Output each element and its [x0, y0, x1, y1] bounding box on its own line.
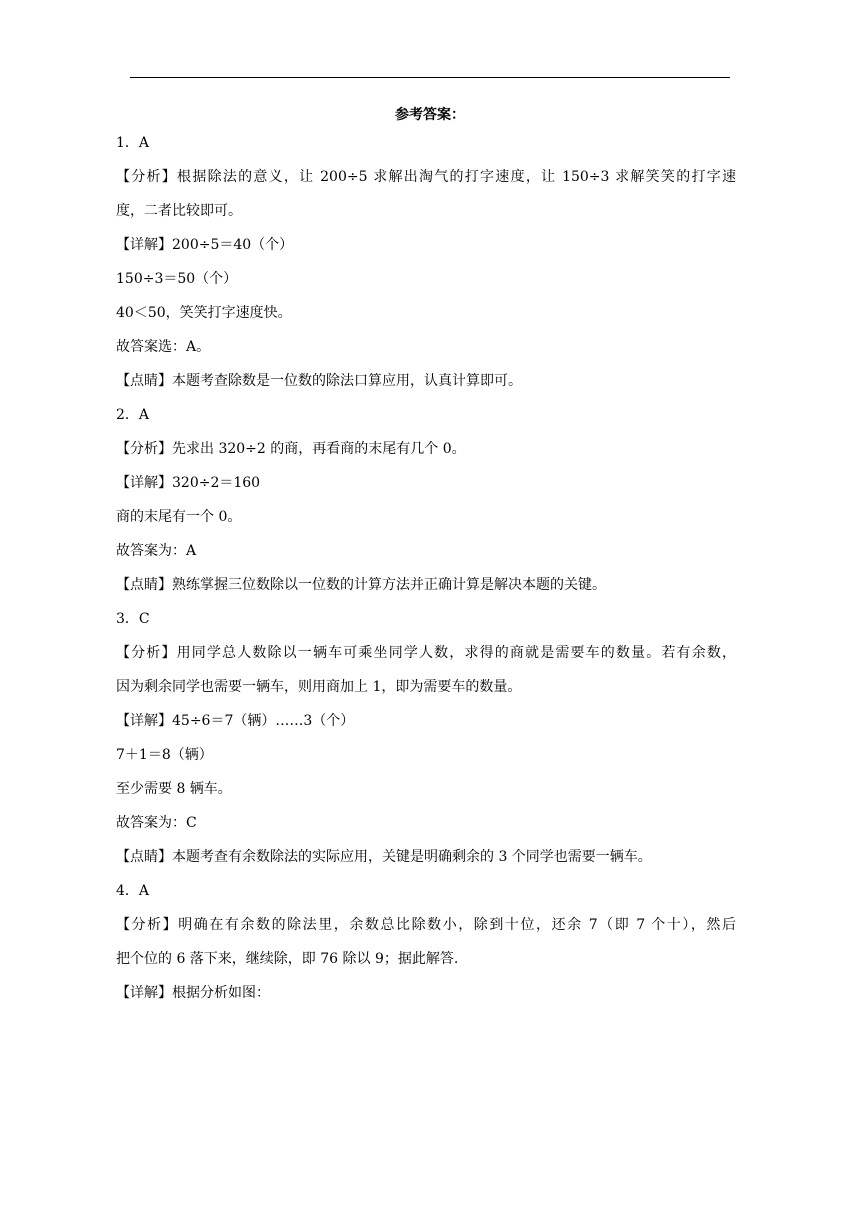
answer-2-detail: 【详解】320÷2＝160 [116, 475, 261, 491]
answer-1-comment: 【点睛】本题考查除数是一位数的除法口算应用，认真计算即可。 [116, 373, 522, 389]
answer-3-conclusion: 故答案为：C [116, 815, 197, 831]
answer-1-detail-step3: 40＜50，笑笑打字速度快。 [116, 305, 292, 321]
answer-1-analysis-cont: 度，二者比较即可。 [116, 203, 242, 219]
answer-3-detail-step2: 7＋1＝8（辆） [116, 747, 213, 763]
answer-2-detail-step2: 商的末尾有一个 0。 [116, 509, 242, 525]
answer-2-heading: 2．A [116, 407, 150, 423]
answer-2-conclusion: 故答案为：A [116, 543, 197, 559]
answer-1-detail: 【详解】200÷5＝40（个） [116, 237, 294, 253]
answer-4-analysis: 【分析】明确在有余数的除法里，余数总比除数小，除到十位，还余 7（即 7 个十），然后 [116, 917, 736, 933]
answer-3-analysis-cont: 因为剩余同学也需要一辆车，则用商加上 1，即为需要车的数量。 [116, 679, 522, 695]
page-title: 参考答案： [395, 107, 465, 123]
answer-4-heading: 4．A [116, 883, 150, 899]
answer-1-detail-step2: 150÷3＝50（个） [116, 271, 238, 287]
answer-4-detail: 【详解】根据分析如图： [116, 985, 270, 1001]
answer-1-heading: 1．A [116, 135, 150, 151]
answer-3-detail-step3: 至少需要 8 辆车。 [116, 781, 232, 797]
answer-2-comment: 【点睛】熟练掌握三位数除以一位数的计算方法并正确计算是解决本题的关键。 [116, 577, 606, 593]
answer-2-analysis: 【分析】先求出 320÷2 的商，再看商的末尾有几个 0。 [116, 441, 466, 457]
answer-4-analysis-cont: 把个位的 6 落下来，继续除，即 76 除以 9；据此解答. [116, 951, 459, 967]
answer-3-comment: 【点睛】本题考查有余数除法的实际应用，关键是明确剩余的 3 个同学也需要一辆车。 [116, 849, 652, 865]
answer-3-analysis: 【分析】用同学总人数除以一辆车可乘坐同学人数，求得的商就是需要车的数量。若有余数， [116, 645, 736, 661]
answer-1-analysis: 【分析】根据除法的意义，让 200÷5 求解出淘气的打字速度，让 150÷3 求解笑笑的打字速 [116, 169, 736, 185]
answer-1-conclusion: 故答案选：A。 [116, 339, 211, 355]
answer-3-heading: 3．C [116, 611, 150, 627]
answer-3-detail: 【详解】45÷6＝7（辆）……3（个） [116, 713, 355, 729]
header-rule [130, 77, 730, 78]
